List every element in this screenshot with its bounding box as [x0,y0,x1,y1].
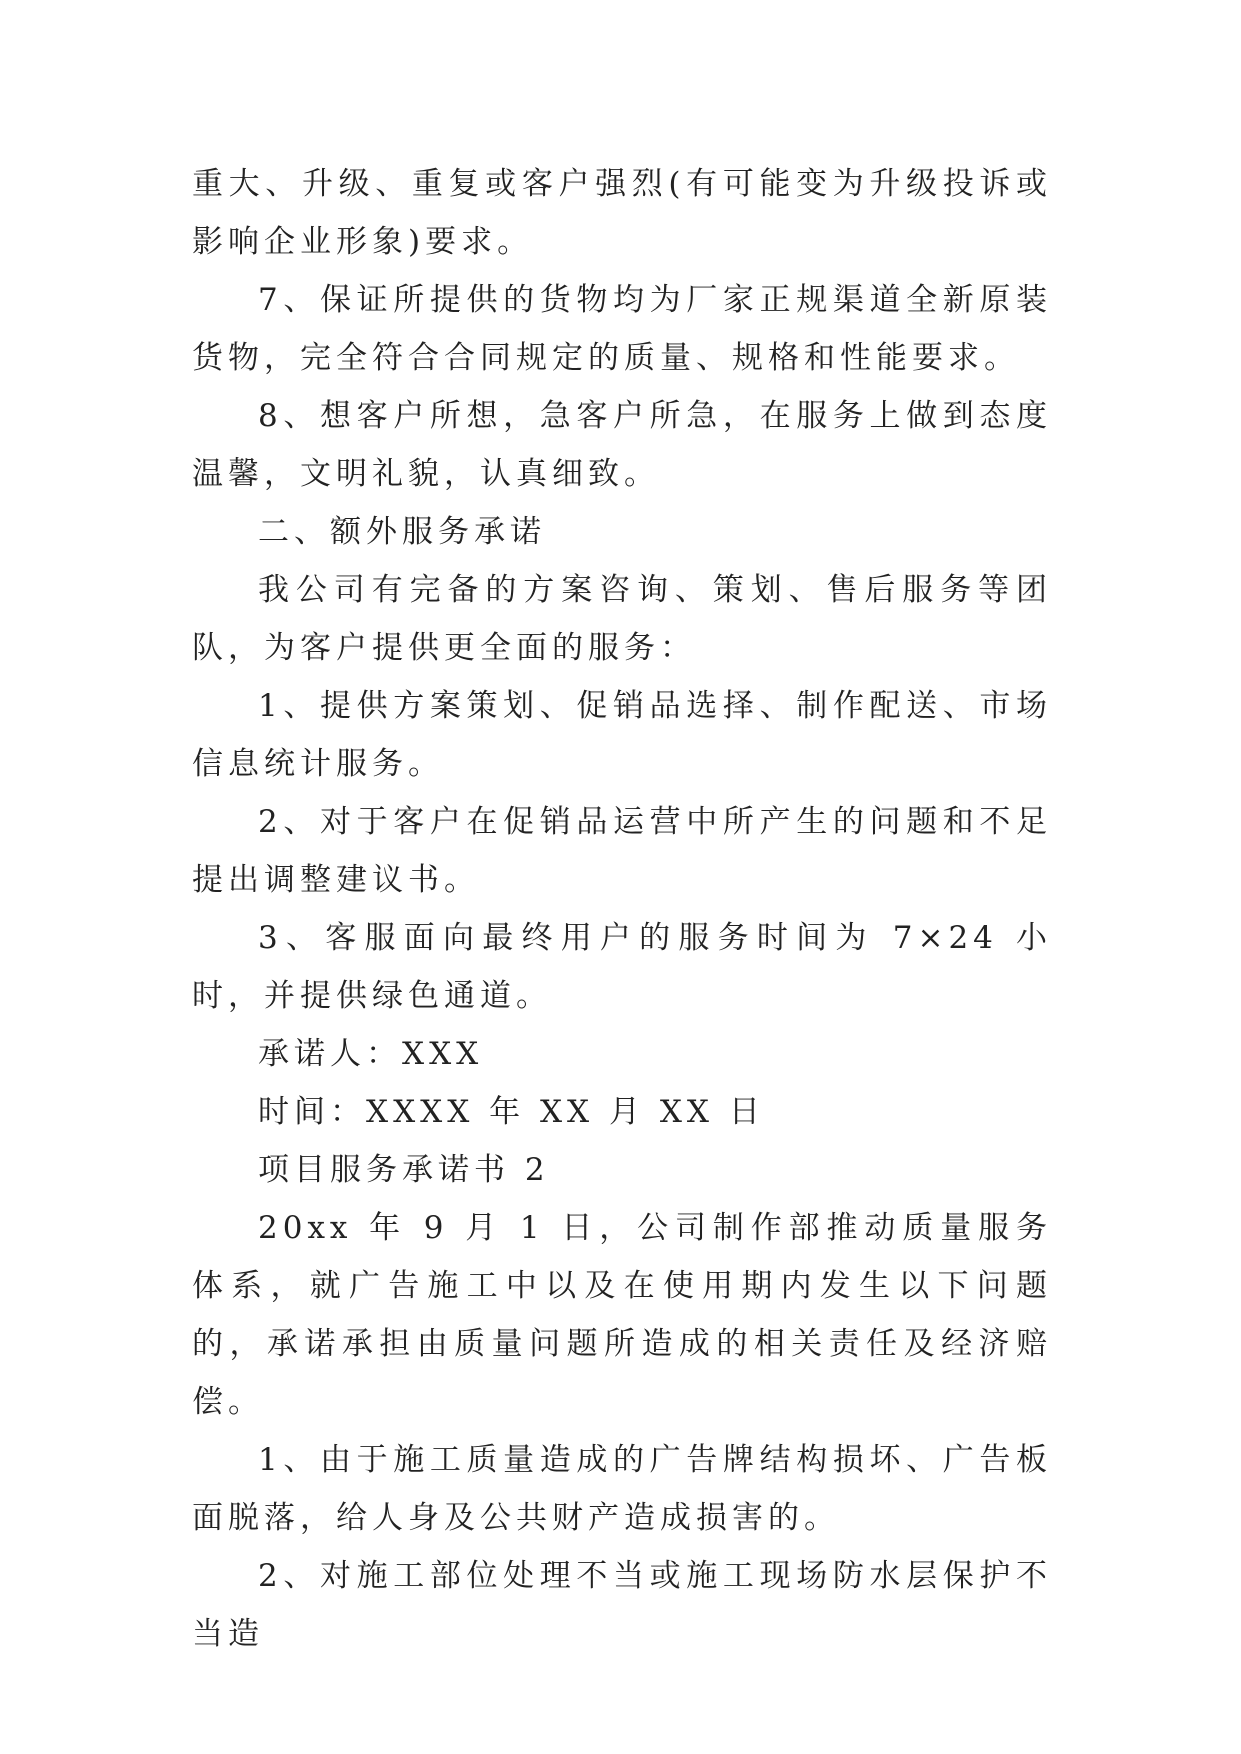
list-item: 1、提供方案策划、促销品选择、制作配送、市场信息统计服务。 [192,688,1052,782]
document-title: 项目服务承诺书 2 [258,1152,550,1188]
section-heading: 二、额外服务承诺 [258,514,546,550]
signatory-line: 承诺人：XXX [258,1036,484,1072]
list-item: 1、由于施工质量造成的广告牌结构损坏、广告板面脱落，给人身及公共财产造成损害的。 [192,1442,1052,1536]
date-line: 时间：XXXX 年 XX 月 XX 日 [258,1094,765,1130]
list-item: 3、客服面向最终用户的服务时间为 7×24 小时，并提供绿色通道。 [192,920,1052,1014]
paragraph: 8、想客户所想，急客户所急，在服务上做到态度温馨，文明礼貌，认真细致。 [192,398,1052,492]
paragraph: 我公司有完备的方案咨询、策划、售后服务等团队，为客户提供更全面的服务： [192,572,1052,666]
paragraph: 7、保证所提供的货物均为厂家正规渠道全新原装货物，完全符合合同规定的质量、规格和性能要求。 [192,282,1052,376]
paragraph: 20xx 年 9 月 1 日，公司制作部推动质量服务体系，就广告施工中以及在使用期内发生以下问题的，承诺承担由质量问题所造成的相关责任及经济赔偿。 [192,1210,1052,1420]
paragraph: 重大、升级、重复或客户强烈(有可能变为升级投诉或影响企业形象)要求。 [192,166,1052,260]
list-item: 2、对于客户在促销品运营中所产生的问题和不足提出调整建议书。 [192,804,1052,898]
document-body [192,155,1052,1663]
list-item: 2、对施工部位处理不当或施工现场防水层保护不当造 [192,1558,1052,1652]
